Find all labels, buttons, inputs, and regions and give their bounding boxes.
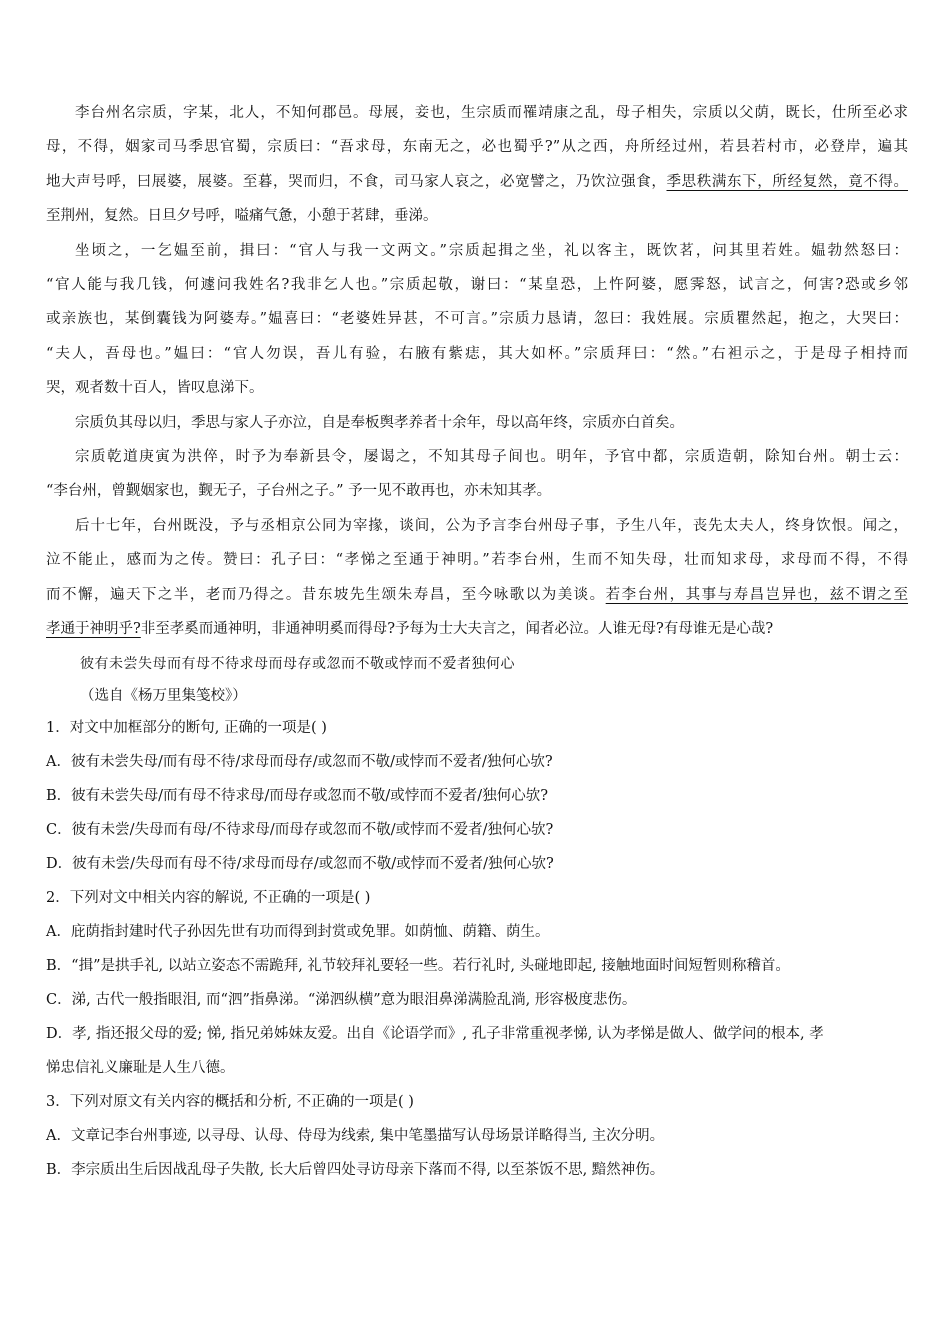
passage-line: 哭，观者数十百人，皆叹息涕下。 <box>46 380 264 397</box>
underlined-sentence: 孝通于神明乎? <box>46 621 141 638</box>
passage-line: 泣不能止，感而为之传。赞曰：孔子曰：“孝悌之至通于神明。”若李台州，生而不知失母，壮而知求母，求母而不得，不得 <box>46 552 908 569</box>
option-c[interactable]: C．彼有未尝/失母而有母/不待求母/而母存或忽而不敬/或悖而不爱者/独何心欤? <box>46 821 554 838</box>
option-d[interactable]: D．彼有未尝/失母而有母不待/求母而母存/或忽而不敬/或悖而不爱者/独何心欤? <box>46 855 554 872</box>
option-b[interactable]: B．李宗质出生后因战乱母子失散, 长大后曾四处寻访母亲下落而不得, 以至茶饭不思, 黯然神伤。 <box>46 1161 665 1178</box>
passage-line: “李台州，曾觐姻家也，觐无子，子台州之子。” 予一见不敢再也，亦未知其孝。 <box>46 483 552 500</box>
passage-line: 母，不得，姻家司马季思官蜀，宗质曰：“吾求母，东南无之，必也蜀乎?”从之西，舟所经过州，若县若村市，必登岸，遍其 <box>46 139 908 156</box>
option-d-continuation: 悌忠信礼义廉耻是人生八德。 <box>46 1059 235 1076</box>
option-b[interactable]: B．彼有未尝失母/而有母不待求母/而母存或忽而不敬/或悖而不爱者/独何心欤? <box>46 787 548 804</box>
question-3 <box>46 1085 908 1187</box>
passage-text: 而不懈，遍天下之半，老而乃得之。昔东坡先生颂朱寿昌，至今咏歌以为美谈。 <box>46 586 606 603</box>
option-d[interactable]: D．孝, 指还报父母的爱; 悌, 指兄弟姊妹友爱。出自《论语学而》, 孔子非常重视孝悌, 认为孝悌是做人、做学问的根本, 孝 <box>46 1025 824 1042</box>
passage-and-questions <box>46 96 908 1187</box>
option-b[interactable]: B．“揖”是拱手礼, 以站立姿态不需跪拜, 礼节较拜礼要轻一些。若行礼时, 头碰地即起, 接触地面时间短暂则称稽首。 <box>46 957 790 974</box>
question-2 <box>46 881 908 1085</box>
passage-text: 地大声号呼，曰展婆，展婆。至暮，哭而归，不食，司马家人哀之，必宽譬之，乃饮泣强食， <box>46 173 667 190</box>
boxed-sentence: 彼有未尝失母而有母不待求母而母存或忽而不敬或悖而不爱者独何心 <box>80 655 515 672</box>
underlined-sentence: 季思秩满东下，所经复然，竟不得。 <box>666 173 909 190</box>
option-c[interactable]: C．涕, 古代一般指眼泪, 而“泗”指鼻涕。“涕泗纵横”意为眼泪鼻涕满脸乱淌, 形容极度悲伤。 <box>46 991 637 1008</box>
passage-line: 或亲族也，某倒囊钱为阿婆寿。”媪喜曰：“老婆姓异甚，不可言。”宗质力恳请，忽曰：我姓展。宗质瞿然起，抱之，大哭曰： <box>46 311 908 328</box>
question-stem: 2．下列对文中相关内容的解说, 不正确的一项是( ) <box>46 889 371 906</box>
passage-line: “夫人，吾母也。”媪曰：“官人勿误，吾儿有验，右腋有紫痣，其大如杯。”宗质拜曰：“然。”右袒示之，于是母子相持而 <box>46 345 908 362</box>
passage-line: “官人能与我几钱，何遽问我姓名?我非乞人也。”宗质起敬，谢曰：“某皇恐，上忤阿婆，愿霁怒，试言之，何害?恐或乡邻 <box>46 277 908 294</box>
passage-paragraph-4 <box>46 440 908 509</box>
question-1 <box>46 711 908 881</box>
passage-line: 宗质乾道庚寅为洪倅，时予为奉新县令，屡谒之，不知其母子间也。明年，予官中都，宗质造朝，除知台州。朝士云： <box>75 449 908 466</box>
passage-paragraph-1 <box>46 96 908 234</box>
option-a[interactable]: A．文章记李台州事迹, 以寻母、认母、侍母为线索, 集中笔墨描写认母场景详略得当, 主次分明。 <box>46 1127 665 1144</box>
option-a[interactable]: A．庇荫指封建时代子孙因先世有功而得到封赏或免罪。如荫恤、荫籍、荫生。 <box>46 923 550 940</box>
passage-line <box>46 165 908 199</box>
option-a[interactable]: A．彼有未尝失母/而有母不待/求母而母存/或忽而不敬/或悖而不爱者/独何心欤? <box>46 753 553 770</box>
passage-paragraph-5 <box>46 509 908 647</box>
question-stem: 1．对文中加框部分的断句, 正确的一项是( ) <box>46 719 327 736</box>
question-stem: 3．下列对原文有关内容的概括和分析, 不正确的一项是( ) <box>46 1093 414 1110</box>
passage-line <box>46 578 908 612</box>
passage-line: 至荆州，复然。日旦夕号呼，嗌痛气惫，小憩于茗肆，垂涕。 <box>46 208 438 225</box>
passage-text: 非至孝奚而通神明，非通神明奚而得母?予每为士大夫言之，闻者必泣。人谁无母?有母谁无是心哉? <box>140 621 774 638</box>
passage-source: （选自《杨万里集笺校》） <box>80 687 247 704</box>
passage-line: 后十七年，台州既没，予与丞相京公同为宰掾，谈间，公为予言李台州母子事，予生八年，丧先太夫人，终身饮恨。闻之， <box>75 517 908 534</box>
passage-paragraph-3: 宗质负其母以归，季思与家人子亦泣，自是奉板舆孝养者十余年，母以高年终，宗质亦白首矣。 <box>75 414 684 431</box>
passage-line: 李台州名宗质，字某，北人，不知何郡邑。母展，妾也，生宗质而罹靖康之乱，母子相失，宗质以父荫，既长，仕所至必求 <box>75 105 908 121</box>
passage-paragraph-2 <box>46 234 908 406</box>
passage-line: 坐顷之，一乞媪至前，揖曰：“官人与我一文两文。”宗质起揖之坐，礼以客主，既饮茗，问其里若姓。媪勃然怒曰： <box>75 242 908 259</box>
passage-line <box>46 612 908 646</box>
underlined-sentence: 若李台州，其事与寿昌岂异也，兹不谓之至 <box>605 586 909 603</box>
